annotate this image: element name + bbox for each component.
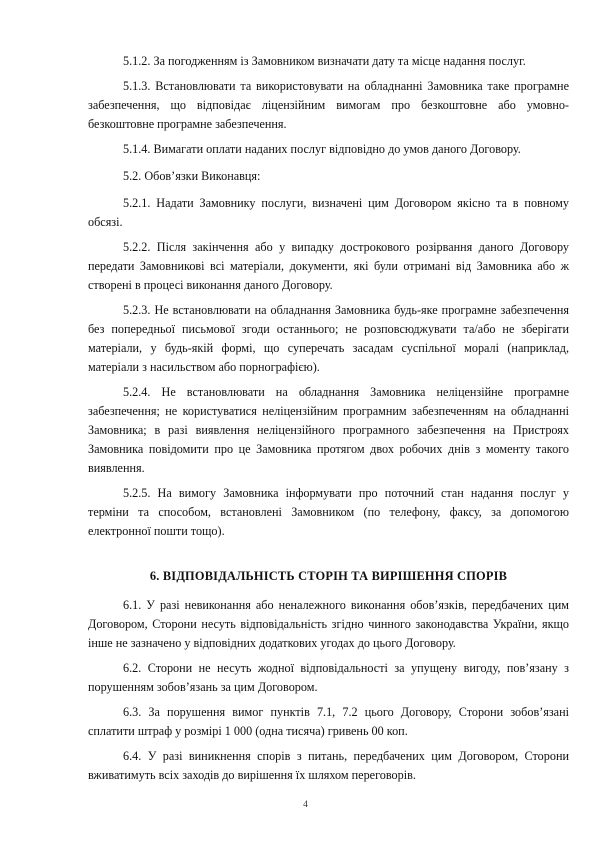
clause-5-2: 5.2. Обов’язки Виконавця: <box>123 169 261 183</box>
clause-6-1: 6.1. У разі невиконання або неналежного виконання обов’язків, передбачених цим Договором, Сторони несуть відповідальність згідно чинного законодавства України, якщо інше не зазначено у відповідних додаткових угодах до цього Договору. <box>88 598 569 650</box>
clause-5-2-4: 5.2.4. Не встановлювати на обладнання Замовника неліцензійне програмне забезпечення; не користуватися неліцензійним програмним забезпеченням на обладнанні Замовника; в разі виявлення неліцензійного програмного забезпечення на Пристроях Замовника повідомити про це Замовника протягом двох робочих днів з моменту такого виявлення. <box>88 385 569 475</box>
clause-5-1-2: 5.1.2. За погодженням із Замовником визначати дату та місце надання послуг. <box>123 54 526 68</box>
clause-5-2-3: 5.2.3. Не встановлювати на обладнання Замовника будь-яке програмне забезпечення без попередньої письмової згоди останнього; не розповсюджувати та/або не зберігати матеріали, у будь-якій формі, що суперечать засадам суспільної моралі (наприклад, матеріали з насильством або порнографією). <box>88 303 569 374</box>
clause-5-2-2: 5.2.2. Після закінчення або у випадку дострокового розірвання даного Договору передати Замовникові всі матеріали, документи, які були отримані від Замовника або ж створені в процесі виконання даного Договору. <box>88 240 569 292</box>
section-heading: 6. ВІДПОВІДАЛЬНІСТЬ СТОРІН ТА ВИРІШЕННЯ СПОРІВ <box>149 569 508 583</box>
clause-5-2-1: 5.2.1. Надати Замовнику послуги, визначені цим Договором якісно та в повному обсязі. <box>88 196 569 229</box>
clause-5-1-4: 5.1.4. Вимагати оплати наданих послуг відповідно до умов даного Договору. <box>123 142 521 156</box>
clause-5-1-3: 5.1.3. Встановлювати та використовувати на обладнанні Замовника таке програмне забезпечення, що відповідає ліцензійним вимогам про безкоштовне або умовно-безкоштовне програмне забезпечення. <box>88 79 569 131</box>
clause-6-2: 6.2. Сторони не несуть жодної відповідальності за упущену вигоду, пов’язану з порушенням зобов’язань за цим Договором. <box>88 661 569 694</box>
clause-6-4: 6.4. У разі виникнення спорів з питань, передбачених цим Договором, Сторони вживатимуть всіх заходів до вирішення їх шляхом переговорів. <box>88 749 569 782</box>
page-number: 4 <box>303 800 308 810</box>
document-body <box>88 52 569 791</box>
clause-6-3: 6.3. За порушення вимог пунктів 7.1, 7.2 цього Договору, Сторони зобов’язані сплатити штраф у розмірі 1 000 (одна тисяча) гривень 00 коп. <box>88 705 569 738</box>
clause-5-2-5: 5.2.5. На вимогу Замовника інформувати про поточний стан надання послуг у терміни та способом, встановлені Замовником (по телефону, факсу, за допомогою електронної пошти тощо). <box>88 486 569 538</box>
